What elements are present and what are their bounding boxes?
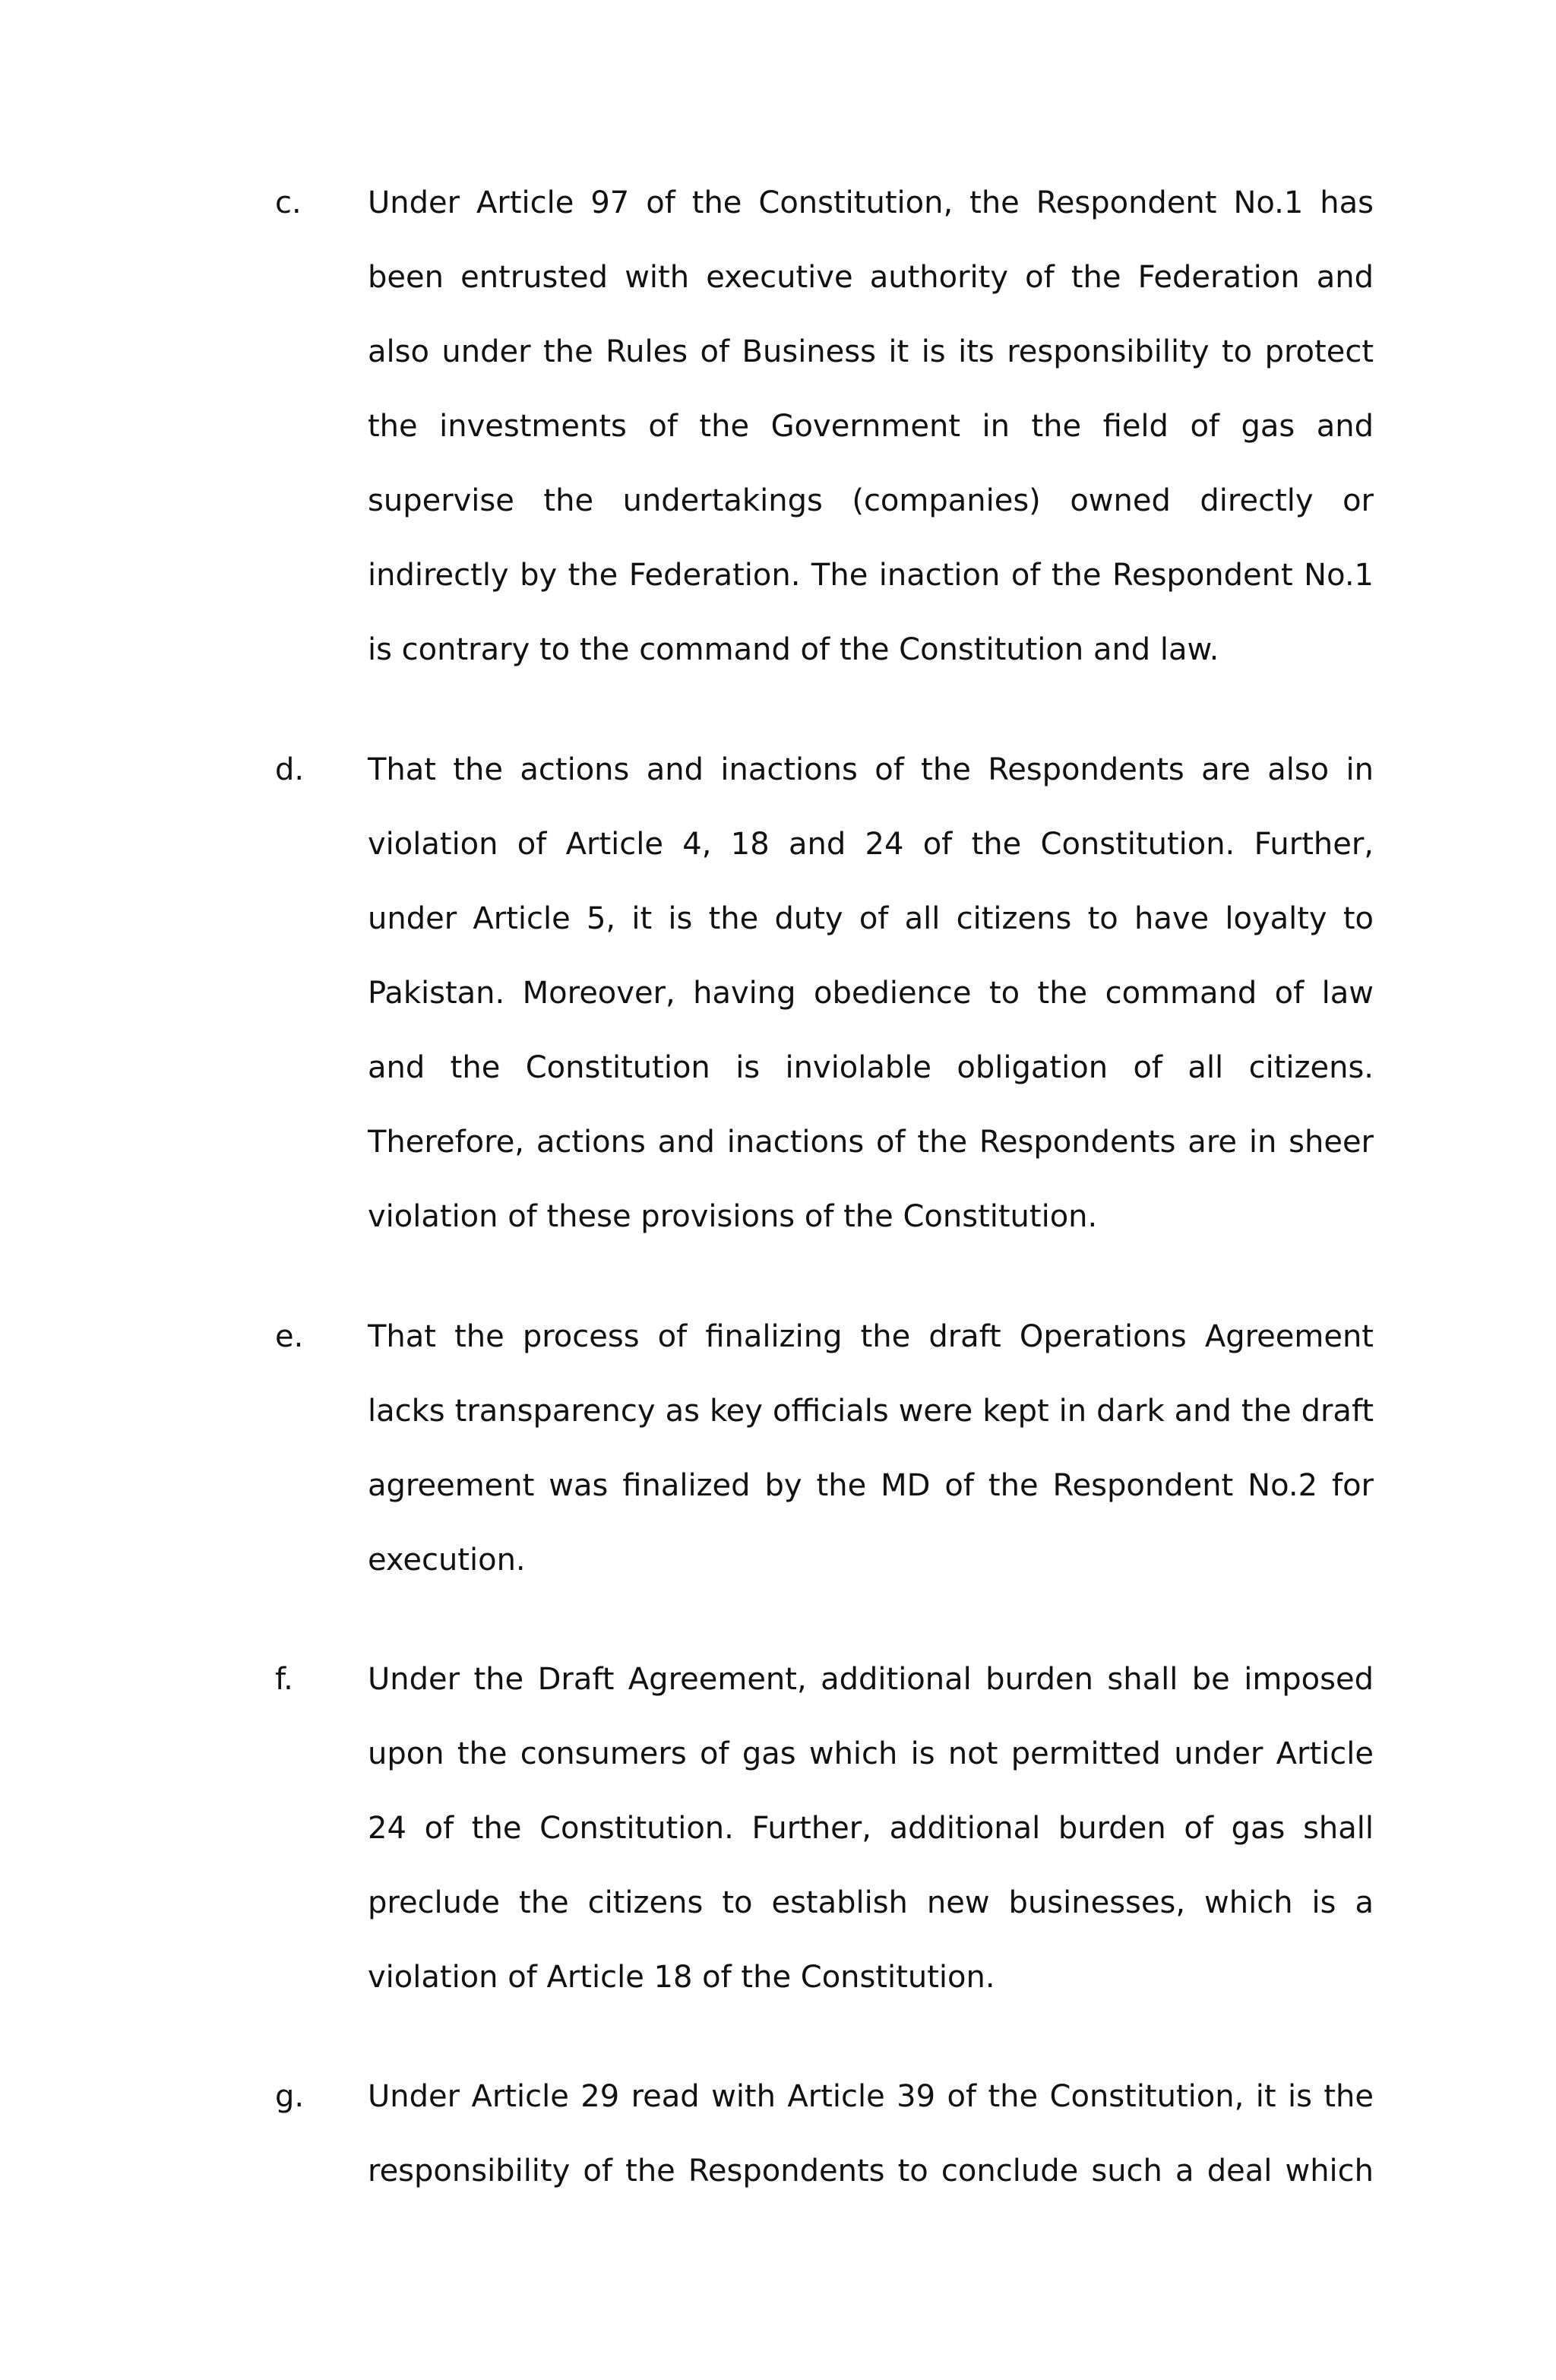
item-marker: f. xyxy=(275,1662,293,1697)
item-marker: g. xyxy=(275,2079,305,2114)
item-text: Under Article 29 read with Article 39 of the Constitution, it is the responsibility of the Respondents to conclude such a deal which xyxy=(368,2079,1374,2189)
item-text: That the actions and inactions of the Respondents are also in violation of Article 4, 18 and 24 of the Constitution. Further, under Article 5, it is the duty of all citizens to have loyalty to Pakistan. Moreover, having obedience to the command of law and the Constitution is inviolable obligation of all citizens. Therefore, actions and inactions of the Respondents are in sheer violation of these provisions of the Constitution. xyxy=(368,752,1374,1234)
item-text: Under the Draft Agreement, additional burden shall be imposed upon the consumers of gas which is not permitted under Article 24 of the Constitution. Further, additional burden of gas shall preclude the citizens to establish new businesses, which is a violation of Article 18 of the Constitution. xyxy=(368,1662,1374,1995)
item-marker: d. xyxy=(275,752,305,787)
item-marker: e. xyxy=(275,1319,304,1354)
item-marker: c. xyxy=(275,185,302,220)
item-text: That the process of finalizing the draft Operations Agreement lacks transparency as key officials were kept in dark and the draft agreement was finalized by the MD of the Respondent No.2 for execution. xyxy=(368,1319,1374,1578)
item-text: Under Article 97 of the Constitution, the Respondent No.1 has been entrusted with executive authority of the Federation and also under the Rules of Business it is its responsibility to protect the investments of the Government in the field of gas and supervise the undertakings (companies) owned directly or indirectly by the Federation. The inaction of the Respondent No.1 is contrary to the command of the Constitution and law. xyxy=(368,185,1374,667)
